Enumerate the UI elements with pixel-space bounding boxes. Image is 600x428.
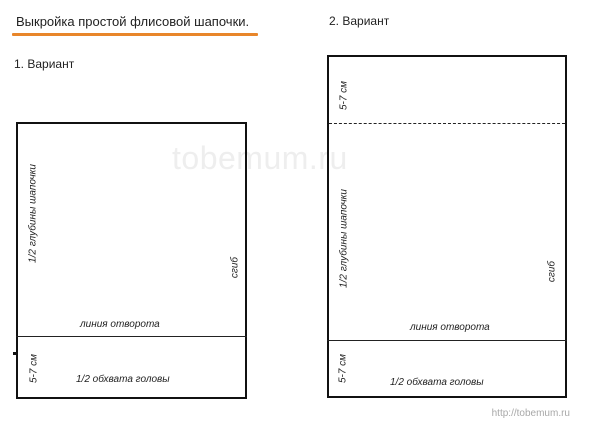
variant2-cuff-height-label: 5-7 см — [337, 353, 349, 384]
variant1-depth-label: 1/2 глубины шапочки — [27, 164, 39, 263]
variant2-pattern-frame — [327, 55, 567, 398]
variant2-depth-label: 1/2 глубины шапочки — [338, 189, 350, 288]
variant1-pattern-frame — [16, 122, 247, 399]
variant1-label: 1. Вариант — [14, 57, 75, 71]
variant2-cuff-line — [327, 340, 567, 341]
title-underline — [12, 33, 258, 36]
variant2-fold-label: сгиб — [546, 260, 558, 283]
variant1-cuff-height-label: 5-7 см — [28, 353, 40, 384]
page-title: Выкройка простой флисовой шапочки. — [16, 14, 250, 29]
variant1-fold-label: сгиб — [229, 256, 241, 279]
variant1-cuff-line — [16, 336, 247, 337]
source-link[interactable]: http://tobemum.ru — [491, 408, 570, 419]
variant2-top-fold-line — [329, 123, 565, 124]
variant1-cuff-line-label: линия отворота — [80, 319, 160, 330]
variant2-cuff-line-label: линия отворота — [410, 322, 490, 333]
variant2-top-height-label: 5-7 см — [338, 80, 350, 111]
variant2-head-girth-label: 1/2 обхвата головы — [390, 377, 484, 388]
watermark: tobemum.ru — [172, 140, 348, 176]
variant1-cuff-mark — [13, 352, 16, 355]
variant2-label: 2. Вариант — [329, 14, 390, 28]
variant1-head-girth-label: 1/2 обхвата головы — [76, 374, 170, 385]
